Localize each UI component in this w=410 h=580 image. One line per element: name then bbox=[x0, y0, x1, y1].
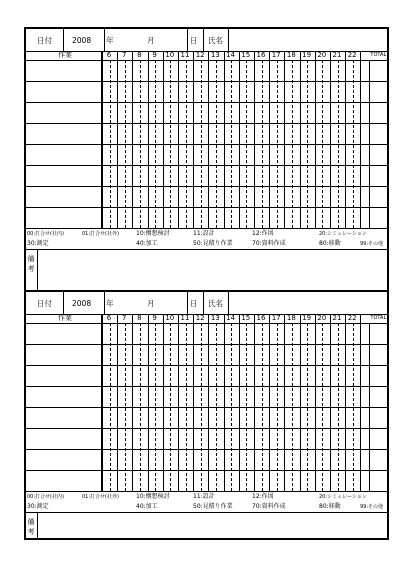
remarks-field[interactable] bbox=[39, 251, 385, 288]
hour-label: 20 bbox=[317, 51, 327, 59]
hour-label: 22 bbox=[347, 314, 357, 322]
hour-label: 10 bbox=[165, 51, 175, 59]
hour-label: 9 bbox=[152, 51, 157, 59]
hour-label: 20 bbox=[317, 314, 327, 322]
hour-line bbox=[345, 314, 346, 491]
legend-item: 40:加工 bbox=[136, 240, 158, 247]
remarks-label: 備 bbox=[27, 255, 35, 263]
hour-label: 8 bbox=[137, 314, 142, 322]
hour-label: 19 bbox=[302, 314, 312, 322]
hour-line bbox=[102, 314, 103, 491]
header-separator bbox=[187, 292, 188, 314]
hour-line bbox=[163, 314, 164, 491]
legend-item: 20:シミュレーション bbox=[319, 494, 367, 500]
hour-line bbox=[345, 51, 346, 228]
month-label: 月 bbox=[147, 36, 155, 45]
legend-item: 01:打合せ(社外) bbox=[82, 494, 119, 500]
hour-line bbox=[330, 314, 331, 491]
legend-item: 11:設計 bbox=[193, 493, 215, 500]
month-label: 月 bbox=[147, 299, 155, 308]
hour-label: 12 bbox=[195, 314, 205, 322]
hour-label: 12 bbox=[195, 51, 205, 59]
remarks-label-divider bbox=[37, 249, 38, 290]
legend-item: 70:資料作成 bbox=[252, 503, 286, 510]
legend-item: 80:移動 bbox=[319, 240, 341, 247]
hour-line bbox=[132, 314, 133, 491]
hour-line bbox=[300, 314, 301, 491]
work-entry-cell[interactable] bbox=[26, 186, 101, 207]
header-separator bbox=[187, 29, 188, 51]
hour-line bbox=[360, 314, 361, 491]
legend-item: 00:打合せ(社内) bbox=[27, 231, 64, 237]
table-row-line bbox=[26, 228, 387, 229]
hour-line bbox=[300, 51, 301, 228]
hour-line bbox=[117, 314, 118, 491]
remarks-label-divider bbox=[37, 512, 38, 538]
hour-line bbox=[163, 51, 164, 228]
legend-item: 00:打合せ(社内) bbox=[27, 494, 64, 500]
hour-line bbox=[315, 314, 316, 491]
total-label: TOTAL bbox=[370, 315, 387, 321]
hour-line bbox=[148, 314, 149, 491]
work-entry-cell[interactable] bbox=[26, 449, 101, 470]
hour-label: 16 bbox=[256, 314, 266, 322]
header-separator bbox=[203, 292, 204, 314]
hour-label: 10 bbox=[165, 314, 175, 322]
work-entry-cell[interactable] bbox=[26, 470, 101, 491]
table-row-line bbox=[26, 491, 387, 492]
legend-item: 12:作図 bbox=[252, 493, 274, 500]
day-label: 日 bbox=[190, 36, 198, 45]
hour-label: 7 bbox=[121, 314, 127, 322]
hour-line bbox=[208, 51, 209, 228]
hour-label: 6 bbox=[106, 314, 112, 322]
legend-item: 01:打合せ(社外) bbox=[82, 231, 119, 237]
name-label: 氏名 bbox=[208, 299, 223, 308]
hour-line bbox=[315, 51, 316, 228]
hour-label: 13 bbox=[210, 314, 220, 322]
legend-item: 70:資料作成 bbox=[252, 240, 286, 247]
legend-item: 50:見積り作業 bbox=[193, 503, 233, 510]
total-label: TOTAL bbox=[370, 52, 387, 58]
work-entry-cell[interactable] bbox=[26, 60, 101, 81]
year-value[interactable]: 2008 bbox=[72, 299, 92, 308]
header-separator bbox=[228, 29, 229, 51]
header-separator bbox=[63, 29, 64, 51]
year-value[interactable]: 2008 bbox=[72, 36, 92, 45]
hour-label: 11 bbox=[180, 314, 190, 322]
hour-label: 18 bbox=[286, 51, 296, 59]
hour-line bbox=[269, 314, 270, 491]
hour-label: 11 bbox=[180, 51, 190, 59]
legend-item: 11:設計 bbox=[193, 230, 215, 237]
work-entry-cell[interactable] bbox=[26, 386, 101, 407]
name-field[interactable] bbox=[232, 31, 382, 49]
hour-line bbox=[224, 51, 225, 228]
header-separator bbox=[63, 292, 64, 314]
legend-item: 40:加工 bbox=[136, 503, 158, 510]
year-label: 年 bbox=[106, 36, 114, 45]
hour-label: 22 bbox=[347, 51, 357, 59]
hour-line bbox=[239, 314, 240, 491]
hour-line bbox=[224, 314, 225, 491]
work-entry-cell[interactable] bbox=[26, 407, 101, 428]
remarks-label: 備 bbox=[27, 518, 35, 526]
name-field[interactable] bbox=[232, 294, 382, 312]
date-label: 日付 bbox=[37, 299, 52, 308]
hour-line bbox=[284, 51, 285, 228]
hour-label: 14 bbox=[226, 314, 236, 322]
legend-item: 99:その他 bbox=[360, 241, 384, 247]
hour-label: 21 bbox=[332, 51, 342, 59]
work-entry-cell[interactable] bbox=[26, 144, 101, 165]
header-separator bbox=[228, 292, 229, 314]
hour-label: 17 bbox=[271, 51, 281, 59]
hour-label: 13 bbox=[210, 51, 220, 59]
header-separator bbox=[104, 292, 105, 314]
name-label: 氏名 bbox=[208, 36, 223, 45]
hour-label: 14 bbox=[226, 51, 236, 59]
work-entry-cell[interactable] bbox=[26, 428, 101, 449]
work-entry-cell[interactable] bbox=[26, 207, 101, 228]
work-entry-cell[interactable] bbox=[26, 165, 101, 186]
legend-item: 30:測定 bbox=[27, 240, 49, 247]
legend-item: 30:測定 bbox=[27, 503, 49, 510]
remarks-field[interactable] bbox=[39, 514, 385, 536]
day-label: 日 bbox=[190, 299, 198, 308]
work-entry-cell[interactable] bbox=[26, 123, 101, 144]
work-entry-cell[interactable] bbox=[26, 102, 101, 123]
lower-timesheet bbox=[24, 290, 389, 540]
legend-item: 80:移動 bbox=[319, 503, 341, 510]
hour-line bbox=[178, 51, 179, 228]
hour-label: 15 bbox=[241, 51, 251, 59]
hour-line bbox=[132, 51, 133, 228]
hour-line bbox=[148, 51, 149, 228]
work-label: 作業 bbox=[58, 51, 72, 59]
hour-label: 21 bbox=[332, 314, 342, 322]
hour-label: 9 bbox=[152, 314, 157, 322]
work-entry-cell[interactable] bbox=[26, 365, 101, 386]
hour-line bbox=[269, 51, 270, 228]
remarks-label: 考 bbox=[27, 528, 35, 536]
work-entry-cell[interactable] bbox=[26, 323, 101, 344]
upper-timesheet bbox=[24, 27, 389, 292]
hour-line bbox=[360, 51, 361, 228]
legend-item: 12:作図 bbox=[252, 230, 274, 237]
hour-label: 6 bbox=[106, 51, 112, 59]
hour-label: 16 bbox=[256, 51, 266, 59]
remarks-divider bbox=[26, 512, 387, 513]
hour-line bbox=[193, 51, 194, 228]
legend-item: 99:その他 bbox=[360, 504, 384, 510]
legend-item: 20:シミュレーション bbox=[319, 231, 367, 237]
hour-line bbox=[178, 314, 179, 491]
hour-label: 18 bbox=[286, 314, 296, 322]
hour-line bbox=[254, 51, 255, 228]
hour-line bbox=[208, 314, 209, 491]
hour-line bbox=[193, 314, 194, 491]
year-label: 年 bbox=[106, 299, 114, 308]
hour-label: 7 bbox=[121, 51, 127, 59]
hour-label: 17 bbox=[271, 314, 281, 322]
hour-line bbox=[254, 314, 255, 491]
legend-item: 10:構想検討 bbox=[136, 493, 170, 500]
hour-line bbox=[330, 51, 331, 228]
hour-line bbox=[102, 51, 103, 228]
remarks-divider bbox=[26, 249, 387, 250]
hour-label: 8 bbox=[137, 51, 142, 59]
header-separator bbox=[203, 29, 204, 51]
hour-label: 19 bbox=[302, 51, 312, 59]
hour-line bbox=[284, 314, 285, 491]
header-separator bbox=[104, 29, 105, 51]
hour-line bbox=[117, 51, 118, 228]
date-label: 日付 bbox=[37, 36, 52, 45]
work-entry-cell[interactable] bbox=[26, 81, 101, 102]
work-label: 作業 bbox=[58, 314, 72, 322]
remarks-label: 考 bbox=[27, 265, 35, 273]
legend-item: 50:見積り作業 bbox=[193, 240, 233, 247]
hour-label: 15 bbox=[241, 314, 251, 322]
hour-line bbox=[239, 51, 240, 228]
work-entry-cell[interactable] bbox=[26, 344, 101, 365]
legend-item: 10:構想検討 bbox=[136, 230, 170, 237]
